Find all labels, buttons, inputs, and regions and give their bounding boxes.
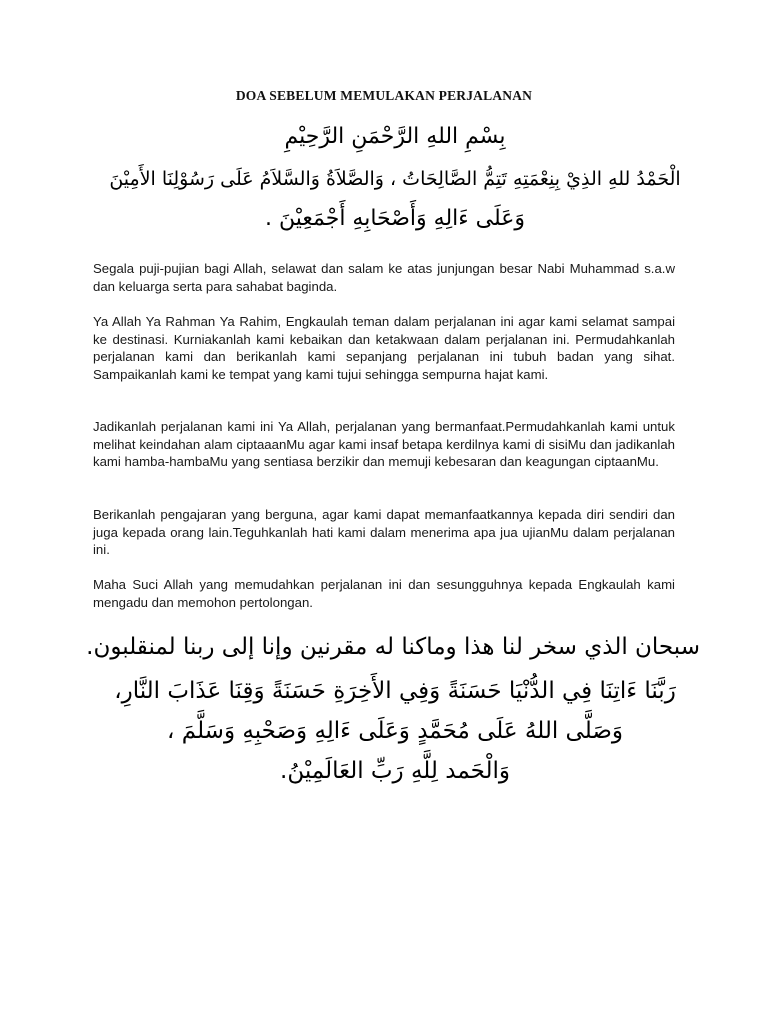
arabic-basmala: بِسْمِ اللهِ الرَّحْمَنِ الرَّحِيْمِ: [284, 124, 506, 149]
arabic-closing-praise: وَالْحَمد لِلَّهِ رَبِّ العَالَمِيْنُ.: [280, 758, 510, 784]
paragraph-lesson: Berikanlah pengajaran yang berguna, agar kami dapat memanfaatkannya kepada diri sendiri dan juga kepada orang lain.Teguhkanlah hati kami dalam menerima apa jua ujianMu dalam perjalanan ini.: [93, 507, 675, 558]
arabic-opening-companions: وَعَلَى ءَالِهِ وَأَصْحَابِهِ أَجْمَعِيْنَ .: [265, 206, 525, 231]
paragraph-glory: Maha Suci Allah yang memudahkan perjalanan ini dan sesungguhnya kepada Engkaulah kami mengadu dan memohon pertolongan.: [93, 577, 675, 610]
paragraph-praise: Segala puji-pujian bagi Allah, selawat dan salam ke atas junjungan besar Nabi Muhammad s.a.w dan keluarga serta para sahabat baginda.: [93, 261, 675, 294]
arabic-travel-prayer: سبحان الذي سخر لنا هذا وماكنا له مقرنين وإنا إلى ربنا لمنقلبون.: [86, 634, 700, 660]
document-title: DOA SEBELUM MEMULAKAN PERJALANAN: [235, 88, 533, 103]
paragraph-benefit: Jadikanlah perjalanan kami ini Ya Allah, perjalanan yang bermanfaat.Permudahkanlah kami untuk melihat keindahan alam ciptaaanMu agar kami insaf betapa kerdilnya kami di sisiMu dan jadikanlah kami hamba-hambaMu yang sentiasa berzikir dan memuji kebesaran dan keagungan ciptaanMu.: [93, 419, 675, 470]
arabic-rabbana-prayer: رَبَّنَا ءَاتِنَا فِي الدُّنْيَا حَسَنَةً وَفِي الأَخِرَةِ حَسَنَةً وَقِنَا عَذَابَ النَّارِ،: [114, 678, 676, 704]
arabic-opening-praise: الْحَمْدُ للهِ الذِيْ بِنِعْمَتِهِ تَتِمُّ الصَّالِحَاتُ ، وَالصَّلاَةُ وَالسَّلاَمُ عَلَى رَسُوْلِنَا الأَمِيْنَ: [109, 168, 681, 190]
arabic-salawat: وَصَلَّى اللهُ عَلَى مُحَمَّدٍ وَعَلَى ءَالِهِ وَصَحْبِهِ وَسَلَّمَ ،: [167, 718, 623, 744]
paragraph-protection: Ya Allah Ya Rahman Ya Rahim, Engkaulah teman dalam perjalanan ini agar kami selamat sampai ke destinasi. Kurniakanlah kami kebaikan dan ketakwaan dalam perjalanan ini. Permudahkanlah perjalanan kami dan berikanlah kami sepanjang perjalanan ini tubuh badan yang sihat. Sampaikanlah kami ke tempat yang kami tujui sehingga sempurna hajat kami.: [93, 314, 675, 382]
